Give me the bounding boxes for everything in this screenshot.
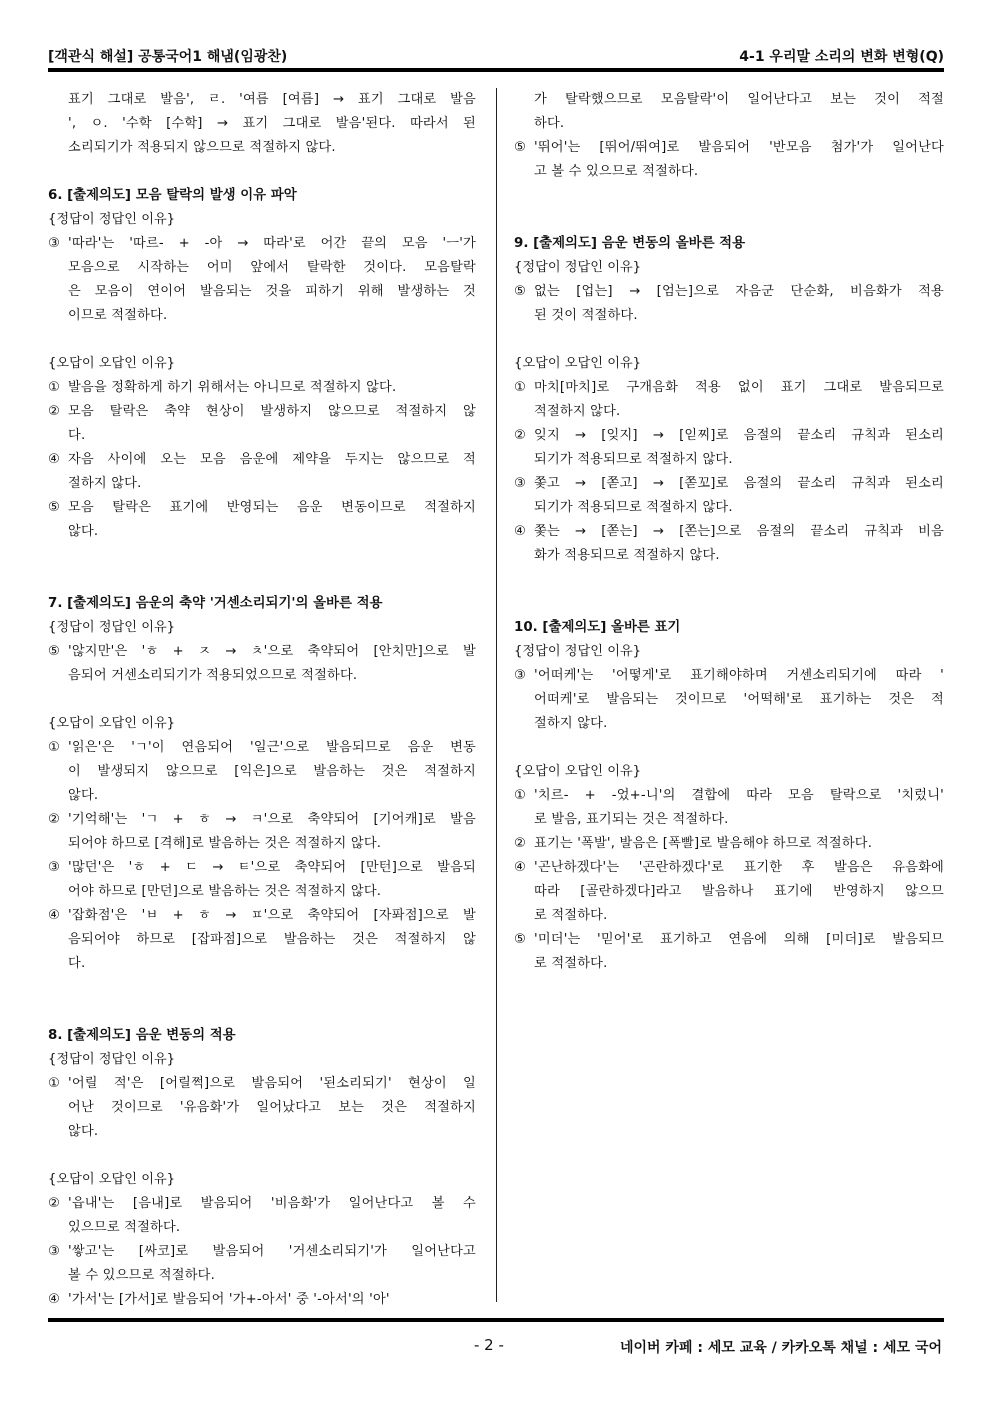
text-line: '가서'는 [가서]로 발음되어 '가+-아서' 중 '-아서'의 '아' xyxy=(68,1292,390,1307)
text-line: 있으므로 적절하다. xyxy=(68,1220,181,1235)
answer-item-line xyxy=(514,904,944,928)
text-line: 다. xyxy=(68,956,86,971)
text-line: 않다. xyxy=(68,524,99,539)
footer-rule xyxy=(48,1318,944,1322)
text-line: 되기가 적용되므로 적절하지 않다. xyxy=(534,452,733,467)
choice-marker xyxy=(514,688,534,712)
right-column xyxy=(514,88,944,976)
choice-marker xyxy=(48,664,68,688)
answer-item-line xyxy=(48,376,476,400)
text-line: 이므로 적절하다. xyxy=(68,308,168,323)
answer-item-line xyxy=(514,712,944,736)
text-line: 이 발생되지 않으므로 [익은]으로 발음하는 것은 적절하지 xyxy=(68,764,476,779)
text-line: 로 적절하다. xyxy=(534,956,608,971)
answer-item-line xyxy=(48,640,476,664)
choice-marker: ④ xyxy=(48,452,61,467)
choice-marker: ② xyxy=(48,404,61,419)
choice-marker: ④ xyxy=(48,908,61,923)
text-line: 않다. xyxy=(68,1124,99,1139)
choice-marker: ④ xyxy=(514,524,527,539)
page-number: - 2 - xyxy=(474,1336,504,1354)
text-line: 다. xyxy=(68,428,86,443)
text-line: 된 것이 적절하다. xyxy=(534,308,638,323)
choice-marker xyxy=(514,544,534,568)
answer-item-line xyxy=(48,256,476,280)
answer-item-line xyxy=(48,760,476,784)
choice-marker: ⑤ xyxy=(514,140,527,155)
choice-marker xyxy=(48,1264,68,1288)
question-title: 6. [출제의도] 모음 탈락의 발생 이유 파악 xyxy=(48,188,297,203)
text-line: 가 탈락했으므로 모음탈락'이 일어난다고 보는 것이 적절 xyxy=(534,92,944,107)
wrong-reason-heading: {오답이 오답인 이유} xyxy=(514,764,642,779)
answer-item-line xyxy=(48,1072,476,1096)
answer-item-line xyxy=(48,904,476,928)
text-line: 자음 사이에 오는 모음 음운에 제약을 두지는 않으므로 적 xyxy=(68,452,476,467)
answer-item-line xyxy=(48,856,476,880)
text-line: 않다. xyxy=(68,788,99,803)
answer-item-line xyxy=(514,688,944,712)
text-line: '어릴 적'은 [어릴쩍]으로 발음되어 '된소리되기' 현상이 일 xyxy=(68,1076,476,1091)
text-line: '따라'는 '따르- + -아 → 따라'로 어간 끝의 모음 'ㅡ'가 xyxy=(68,236,476,251)
question-title: 8. [출제의도] 음운 변동의 적용 xyxy=(48,1028,236,1043)
choice-marker: ① xyxy=(514,788,527,803)
answer-item-line xyxy=(514,280,944,304)
text-line: ', ㅇ. '수학 [수학] → 표기 그대로 발음'된다. 따라서 된 xyxy=(68,116,476,131)
left-column xyxy=(48,88,476,1312)
answer-item-line xyxy=(514,400,944,424)
answer-item-line xyxy=(514,520,944,544)
answer-item-line xyxy=(48,424,476,448)
correct-reason-heading: {정답이 정답인 이유} xyxy=(48,620,176,635)
answer-item-line xyxy=(48,664,476,688)
text-line: 절하지 않다. xyxy=(68,476,142,491)
text-line: 하다. xyxy=(534,116,565,131)
choice-marker: ② xyxy=(514,428,527,443)
answer-item-line xyxy=(514,664,944,688)
answer-item-line xyxy=(48,1216,476,1240)
answer-item-line xyxy=(514,832,944,856)
choice-marker xyxy=(48,520,68,544)
answer-item-line xyxy=(48,736,476,760)
answer-item-line xyxy=(514,784,944,808)
text-line: 적절하지 않다. xyxy=(534,404,621,419)
text-line: 음되어 거센소리되기가 적용되었으므로 적절하다. xyxy=(68,668,358,683)
answer-item-line xyxy=(48,280,476,304)
text-line: 고 볼 수 있으므로 적절하다. xyxy=(534,164,699,179)
answer-item-line xyxy=(514,160,944,184)
choice-marker: ③ xyxy=(48,236,61,251)
text-line: '잡화점'은 'ㅂ + ㅎ → ㅍ'으로 축약되어 [자퐈점]으로 발 xyxy=(68,908,476,923)
text-line: 모음 탈락은 표기에 반영되는 음운 변동이므로 적절하지 xyxy=(68,500,476,515)
answer-item-line xyxy=(48,928,476,952)
text-line: '기억해'는 'ㄱ + ㅎ → ㅋ'으로 축약되어 [기어캐]로 발음 xyxy=(68,812,476,827)
text-line: '뛰어'는 [뛰어/뛰여]로 발음되어 '반모음 첨가'가 일어난다 xyxy=(534,140,944,155)
question-7 xyxy=(48,592,476,976)
answer-item-line xyxy=(48,400,476,424)
answer-item-line xyxy=(48,448,476,472)
text-line: 은 모음이 연이어 발음되는 것을 피하기 위해 발생하는 것 xyxy=(68,284,476,299)
choice-marker: ⑤ xyxy=(514,284,527,299)
text-line: '어떠케'는 '어떻게'로 표기해야하며 거센소리되기에 따라 ' xyxy=(534,668,944,683)
choice-marker xyxy=(514,400,534,424)
text-line: 어난 것이므로 '유음화'가 일어났다고 보는 것은 적절하지 xyxy=(68,1100,476,1115)
question-10 xyxy=(514,616,944,976)
choice-marker: ④ xyxy=(514,860,527,875)
choice-marker xyxy=(48,760,68,784)
choice-marker: ② xyxy=(514,836,527,851)
choice-marker: ② xyxy=(48,812,61,827)
text-line: 음되어야 하므로 [잡파점]으로 발음하는 것은 적절하지 않 xyxy=(68,932,476,947)
choice-marker xyxy=(48,256,68,280)
question-9 xyxy=(514,232,944,568)
text-line: 표기 그대로 발음', ㄹ. '여름 [여름] → 표기 그대로 발음 xyxy=(68,92,476,107)
answer-item-line xyxy=(48,496,476,520)
choice-marker xyxy=(48,280,68,304)
answer-item-line xyxy=(48,1288,476,1312)
question-8 xyxy=(48,1024,476,1312)
choice-marker: ③ xyxy=(514,476,527,491)
answer-item-line xyxy=(514,928,944,952)
text-line: 없는 [업는] → [엄는]으로 자음군 단순화, 비음화가 적용 xyxy=(534,284,944,299)
q8-continuation xyxy=(514,88,944,184)
choice-marker xyxy=(48,472,68,496)
answer-item-line xyxy=(514,496,944,520)
answer-item-line xyxy=(48,1264,476,1288)
text-line: 쫓는 → [쫃는] → [쫀는]으로 음절의 끝소리 규칙과 비음 xyxy=(534,524,944,539)
answer-item-line xyxy=(514,808,944,832)
choice-marker xyxy=(514,712,534,736)
answer-item-line xyxy=(48,1096,476,1120)
footer-channel-info: 네이버 카페 : 세모 교육 / 카카오톡 채널 : 세모 국어 xyxy=(619,1340,942,1356)
text-line: 모음으로 시작하는 어미 앞에서 탈락한 것이다. 모음탈락 xyxy=(68,260,476,275)
answer-item-line xyxy=(514,544,944,568)
choice-marker: ⑤ xyxy=(514,932,527,947)
text-line: '곤난하겠다'는 '곤란하겠다'로 표기한 후 발음은 유음화에 xyxy=(534,860,944,875)
page-header xyxy=(48,46,944,68)
question-6 xyxy=(48,184,476,544)
text-line: 잊지 → [잊지] → [읻찌]로 음절의 끝소리 규칙과 된소리 xyxy=(534,428,944,443)
choice-marker xyxy=(514,448,534,472)
text-line: 로 발음, 표기되는 것은 적절하다. xyxy=(534,812,729,827)
answer-item-line xyxy=(514,880,944,904)
text-line: '치르- + -었+-니'의 결합에 따라 모음 탈락으로 '치렀니' xyxy=(534,788,944,803)
choice-marker xyxy=(48,832,68,856)
correct-reason-heading: {정답이 정답인 이유} xyxy=(48,212,176,227)
text-line: 어떠케'로 발음되는 것이므로 '어떡해'로 표기하는 것은 적 xyxy=(534,692,944,707)
choice-marker xyxy=(48,952,68,976)
choice-marker xyxy=(514,496,534,520)
choice-marker: ④ xyxy=(48,1292,61,1307)
text-line: '읍내'는 [음내]로 발음되어 '비음화'가 일어난다고 볼 수 xyxy=(68,1196,476,1211)
answer-item-line xyxy=(514,376,944,400)
answer-item-line xyxy=(514,856,944,880)
answer-item-line xyxy=(48,808,476,832)
header-rule xyxy=(48,68,944,72)
text-line: '읽은'은 'ㄱ'이 연음되어 '일근'으로 발음되므로 음운 변동 xyxy=(68,740,476,755)
choice-marker: ③ xyxy=(48,860,61,875)
answer-item-line xyxy=(514,448,944,472)
answer-item-line xyxy=(48,304,476,328)
choice-marker: ① xyxy=(48,380,61,395)
question-title: 9. [출제의도] 음운 변동의 올바른 적용 xyxy=(514,236,746,251)
answer-item-line xyxy=(48,1192,476,1216)
text-line: 절하지 않다. xyxy=(534,716,608,731)
answer-item-line xyxy=(514,472,944,496)
answer-item-line xyxy=(48,472,476,496)
header-right-title: 4-1 우리말 소리의 변화 변형(Q) xyxy=(739,49,944,65)
answer-item-line xyxy=(48,784,476,808)
text-line: '미더'는 '믿어'로 표기하고 연음에 의해 [미더]로 발음되므 xyxy=(534,932,944,947)
choice-marker: ⑤ xyxy=(48,644,61,659)
answer-item-line xyxy=(48,1240,476,1264)
choice-marker: ① xyxy=(514,380,527,395)
wrong-reason-heading: {오답이 오답인 이유} xyxy=(48,1172,176,1187)
choice-marker: ① xyxy=(48,1076,61,1091)
text-line: 마치[마치]로 구개음화 적용 없이 표기 그대로 발음되므로 xyxy=(534,380,944,395)
choice-marker: ⑤ xyxy=(48,500,61,515)
choice-marker xyxy=(514,880,534,904)
answer-item-line xyxy=(48,1120,476,1144)
answer-item-line xyxy=(48,880,476,904)
choice-marker: ② xyxy=(48,1196,61,1211)
choice-marker xyxy=(514,160,534,184)
answer-item-line xyxy=(514,304,944,328)
text-line: 쫓고 → [쫃고] → [쫃꼬]로 음절의 끝소리 규칙과 된소리 xyxy=(534,476,944,491)
text-line: 표기는 '폭발', 발음은 [폭빨]로 발음해야 하므로 적절하다. xyxy=(534,836,873,851)
correct-reason-heading: {정답이 정답인 이유} xyxy=(48,1052,176,1067)
wrong-reason-heading: {오답이 오답인 이유} xyxy=(48,716,176,731)
answer-item-line xyxy=(48,832,476,856)
choice-marker xyxy=(48,424,68,448)
text-line: 모음 탈락은 축약 현상이 발생하지 않으므로 적절하지 않 xyxy=(68,404,476,419)
choice-marker xyxy=(514,952,534,976)
choice-marker xyxy=(48,928,68,952)
intro-continuation xyxy=(48,88,476,160)
choice-marker: ① xyxy=(48,740,61,755)
text-line: '않지만'은 'ㅎ + ㅈ → ㅊ'으로 축약되어 [안치만]으로 발 xyxy=(68,644,476,659)
choice-marker xyxy=(48,304,68,328)
answer-item-line xyxy=(514,136,944,160)
text-line: 어야 하므로 [만던]으로 발음하는 것은 적절하지 않다. xyxy=(68,884,382,899)
text-line: 따라 [골란하겠다]라고 발음하나 표기에 반영하지 않으므 xyxy=(534,884,944,899)
text-line: '쌓고'는 [싸코]로 발음되어 '거센소리되기'가 일어난다고 xyxy=(68,1244,476,1259)
answer-item-line xyxy=(48,232,476,256)
text-line: 되어야 하므로 [격해]로 발음하는 것은 적절하지 않다. xyxy=(68,836,382,851)
choice-marker xyxy=(48,784,68,808)
correct-reason-heading: {정답이 정답인 이유} xyxy=(514,644,642,659)
choice-marker xyxy=(48,880,68,904)
wrong-reason-heading: {오답이 오답인 이유} xyxy=(48,356,176,371)
choice-marker xyxy=(514,808,534,832)
choice-marker xyxy=(48,1216,68,1240)
choice-marker xyxy=(48,1120,68,1144)
choice-marker xyxy=(514,304,534,328)
choice-marker: ③ xyxy=(48,1244,61,1259)
text-line: 로 적절하다. xyxy=(534,908,608,923)
text-line: 볼 수 있으므로 적절하다. xyxy=(68,1268,215,1283)
text-line: '많던'은 'ㅎ + ㄷ → ㅌ'으로 축약되어 [만턴]으로 발음되 xyxy=(68,860,476,875)
choice-marker xyxy=(48,1096,68,1120)
answer-item-line xyxy=(514,424,944,448)
answer-item-line xyxy=(514,952,944,976)
wrong-reason-heading: {오답이 오답인 이유} xyxy=(514,356,642,371)
text-line: 소리되기가 적용되지 않으므로 적절하지 않다. xyxy=(68,140,336,155)
choice-marker: ③ xyxy=(514,668,527,683)
answer-item-line xyxy=(48,952,476,976)
text-line: 되기가 적용되므로 적절하지 않다. xyxy=(534,500,733,515)
correct-reason-heading: {정답이 정답인 이유} xyxy=(514,260,642,275)
question-title: 10. [출제의도] 올바른 표기 xyxy=(514,620,681,635)
text-line: 발음을 정확하게 하기 위해서는 아니므로 적절하지 않다. xyxy=(68,380,397,395)
column-divider xyxy=(496,88,497,1302)
text-line: 화가 적용되므로 적절하지 않다. xyxy=(534,548,720,563)
header-left-title: [객관식 해설] 공통국어1 해냄(임광찬) xyxy=(48,49,288,65)
choice-marker xyxy=(514,904,534,928)
question-title: 7. [출제의도] 음운의 축약 '거센소리되기'의 올바른 적용 xyxy=(48,596,383,611)
answer-item-line xyxy=(48,520,476,544)
